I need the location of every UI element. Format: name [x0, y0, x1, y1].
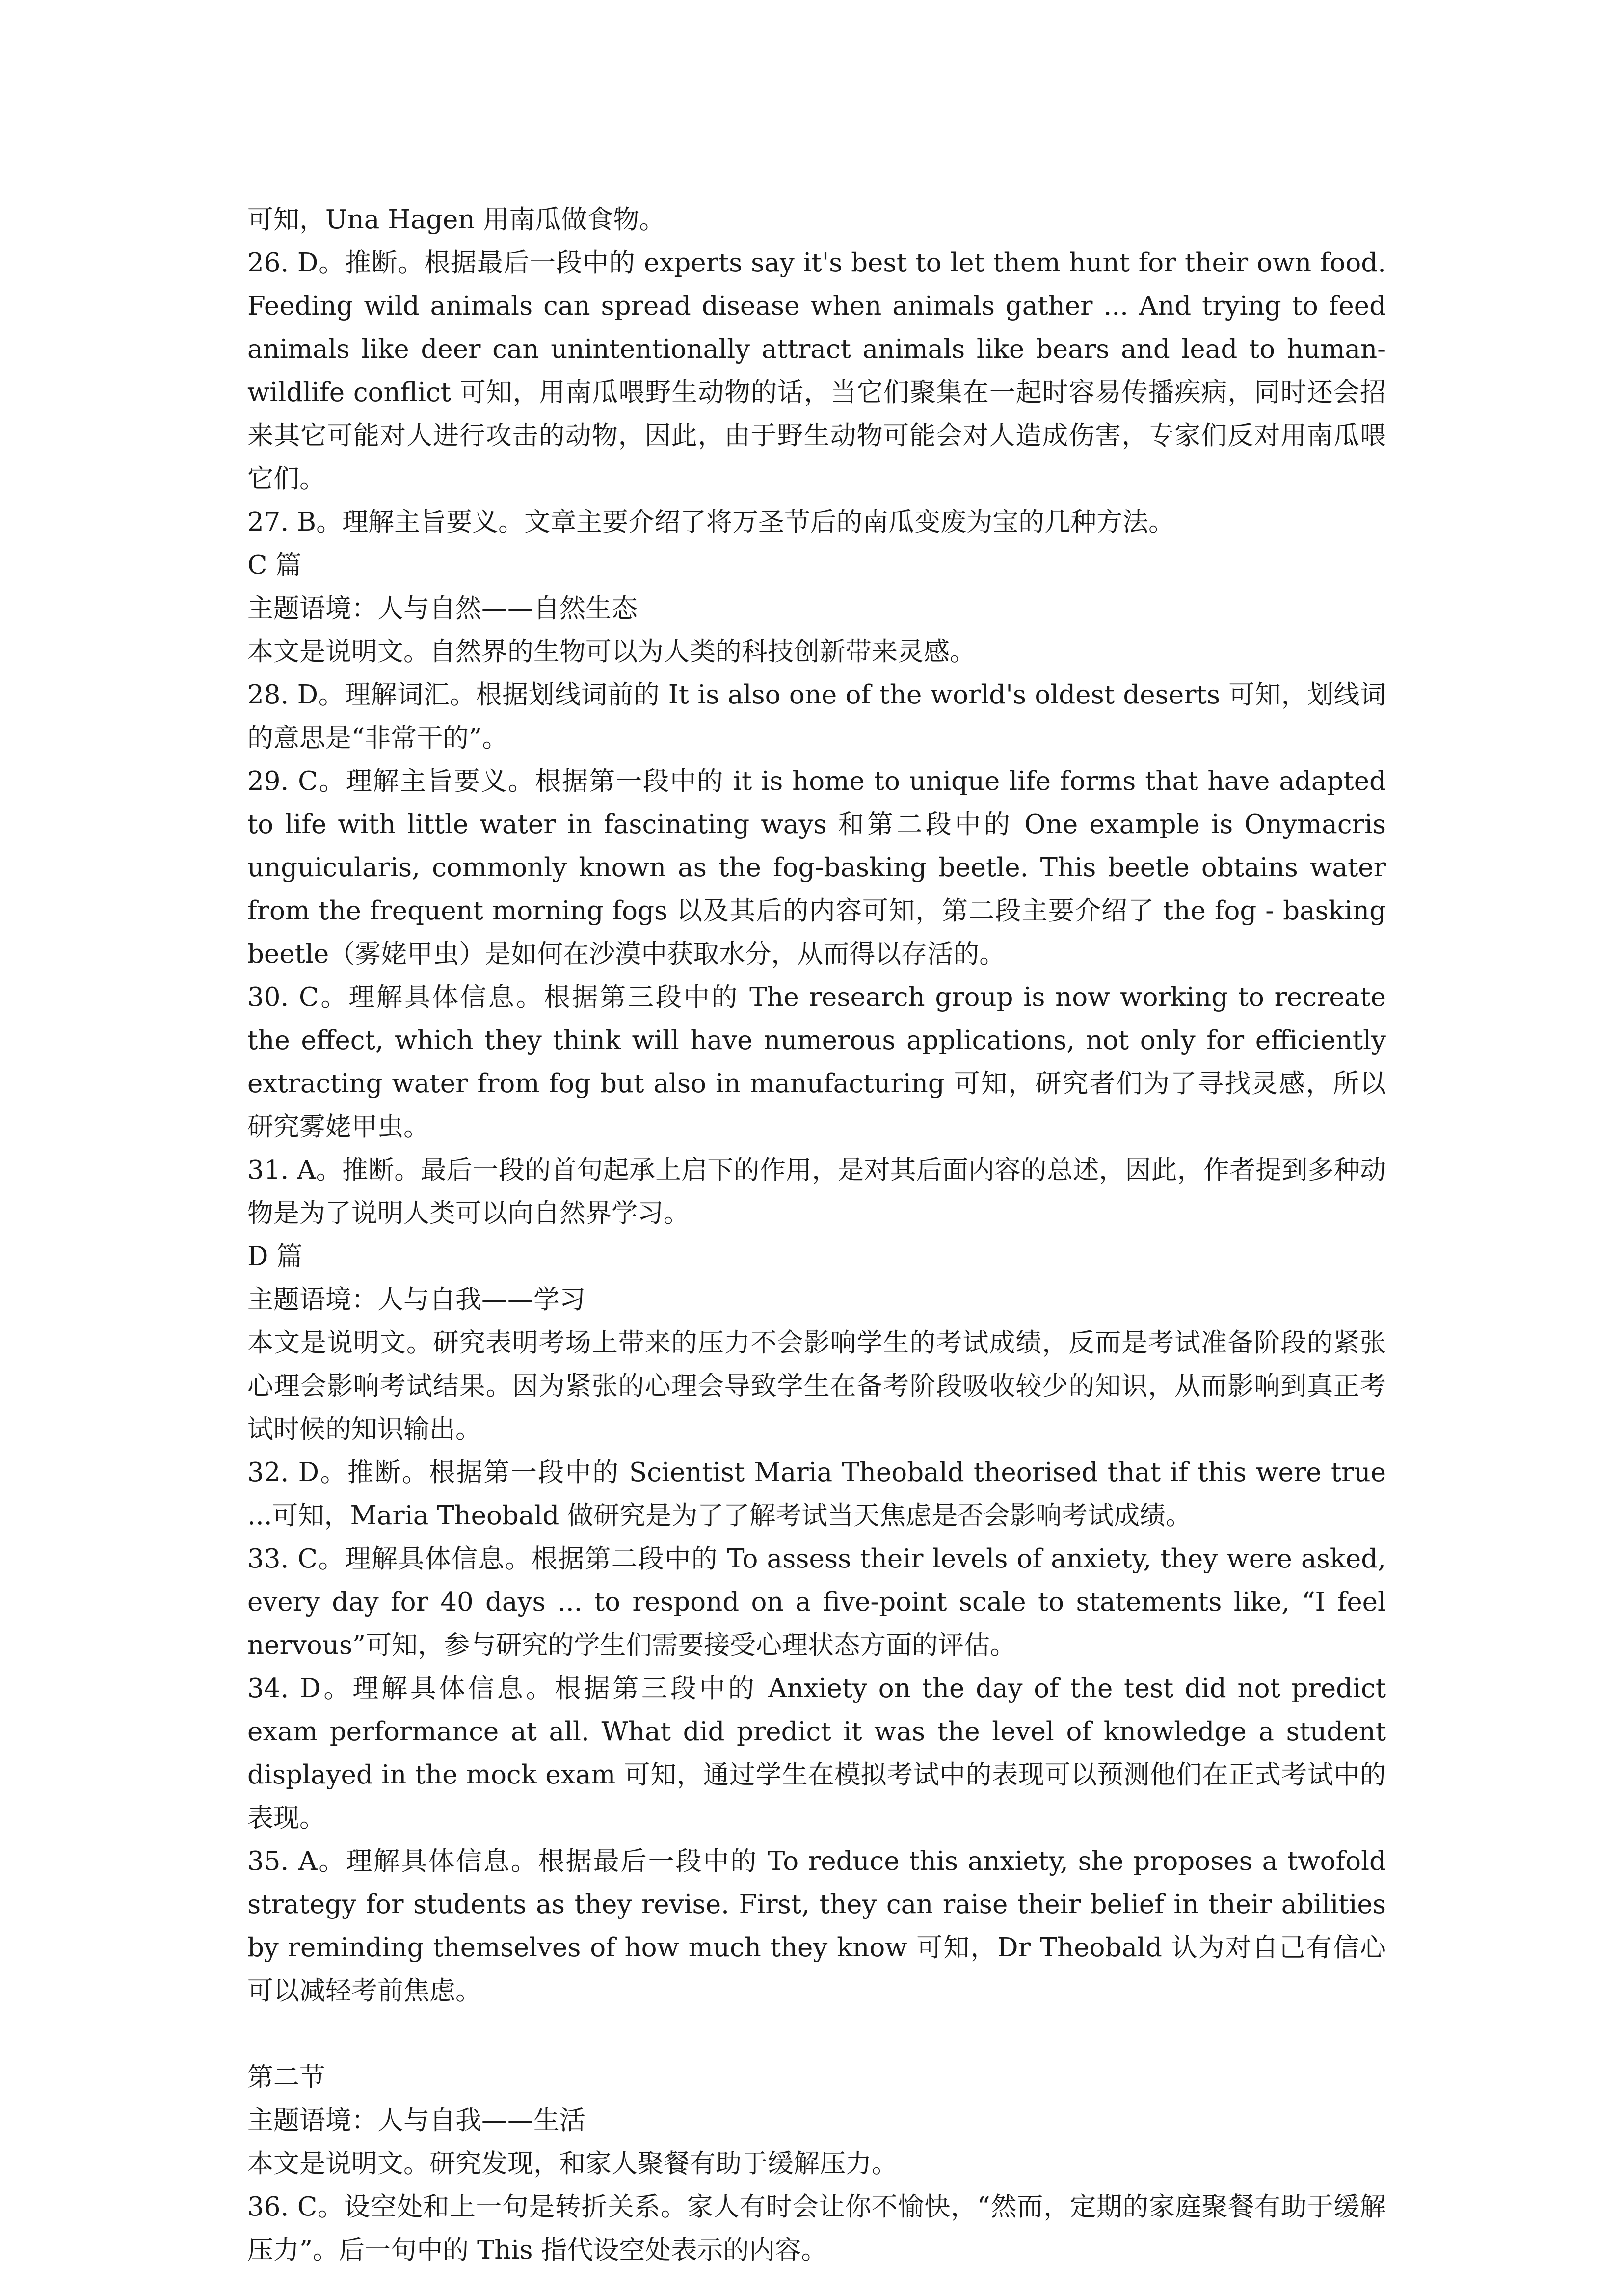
answer-29: 29. C。理解主旨要义。根据第一段中的 it is home to unique life forms that have adapted to life with little water in fascinating ways 和第二段中的 One example is Onymacris unguicularis, commonly known as the fog-basking beetle. This beetle obtains water from the frequent morning fogs 以及其后的内容可知，第二段主要介绍了 the fog - basking beetle（雾姥甲虫）是如何在沙漠中获取水分，从而得以存活的。: [247, 766, 1386, 969]
paragraph-intro: 可知，Una Hagen 用南瓜做食物。: [247, 205, 665, 235]
theme-context-part-two: 主题语境：人与自我——生活: [247, 2106, 585, 2135]
answer-26: 26. D。推断。根据最后一段中的 experts say it's best to let them hunt for their own food. Feeding wild animals can spread disease when animals gather ... And trying to feed animals like deer can unintentionally attract animals like bears and lead to human-wildlife conflict 可知，用南瓜喂野生动物的话，当它们聚集在一起时容易传播疾病，同时还会招来其它可能对人进行攻击的动物，因此，由于野生动物可能会对人造成伤害，专家们反对用南瓜喂它们。: [247, 248, 1386, 494]
answer-36: 36. C。设空处和上一句是转折关系。家人有时会让你不愉快，“然而，定期的家庭聚餐有助于缓解压力”。后一句中的 This 指代设空处表示的内容。: [247, 2192, 1386, 2265]
theme-context-c: 主题语境：人与自然——自然生态: [247, 594, 638, 623]
answer-34: 34. D。理解具体信息。根据第三段中的 Anxiety on the day of the test did not predict exam performance at all. What did predict it was the level of knowledge a student displayed in the mock exam 可知，通过学生在模拟考试中的表现可以预测他们在正式考试中的表现。: [247, 1674, 1386, 1833]
summary-c: 本文是说明文。自然界的生物可以为人类的科技创新带来灵感。: [247, 637, 976, 667]
answer-28: 28. D。理解词汇。根据划线词前的 It is also one of the world's oldest deserts 可知，划线词的意思是“非常干的”。: [247, 680, 1386, 753]
summary-part-two: 本文是说明文。研究发现，和家人聚餐有助于缓解压力。: [247, 2149, 898, 2179]
section-heading-part-two: 第二节: [247, 2062, 325, 2092]
summary-d: 本文是说明文。研究表明考场上带来的压力不会影响学生的考试成绩，反而是考试准备阶段的紧张心理会影响考试结果。因为紧张的心理会导致学生在备考阶段吸收较少的知识，从而影响到真正考试时候的知识输出。: [247, 1328, 1386, 1444]
section-heading-d: D 篇: [247, 1242, 303, 1271]
answer-30: 30. C。理解具体信息。根据第三段中的 The research group is now working to recreate the effect, which they think will have numerous applications, not only for efficiently extracting water from fog but also in manufacturing 可知，研究者们为了寻找灵感，所以研究雾姥甲虫。: [247, 982, 1386, 1142]
section-heading-c: C 篇: [247, 550, 302, 580]
answer-27: 27. B。理解主旨要义。文章主要介绍了将万圣节后的南瓜变废为宝的几种方法。: [247, 507, 1175, 537]
theme-context-d: 主题语境：人与自我——学习: [247, 1285, 585, 1315]
answer-33: 33. C。理解具体信息。根据第二段中的 To assess their levels of anxiety, they were asked, every day for 40 days ... to respond on a five-point scale to statements like, “I feel nervous”可知，参与研究的学生们需要接受心理状态方面的评估。: [247, 1544, 1386, 1660]
answer-35: 35. A。理解具体信息。根据最后一段中的 To reduce this anxiety, she proposes a twofold strategy for students as they revise. First, they can raise their belief in their abilities by reminding themselves of how much they know 可知，Dr Theobald 认为对自己有信心可以减轻考前焦虑。: [247, 1846, 1386, 2006]
answer-32: 32. D。推断。根据第一段中的 Scientist Maria Theobald theorised that if this were true ...可知，Maria Theobald 做研究是为了了解考试当天焦虑是否会影响考试成绩。: [247, 1458, 1386, 1531]
blank-line: [247, 2013, 1386, 2056]
answer-31: 31. A。推断。最后一段的首句起承上启下的作用，是对其后面内容的总述，因此，作者提到多种动物是为了说明人类可以向自然界学习。: [247, 1155, 1386, 1228]
document-page: [247, 198, 1386, 2272]
